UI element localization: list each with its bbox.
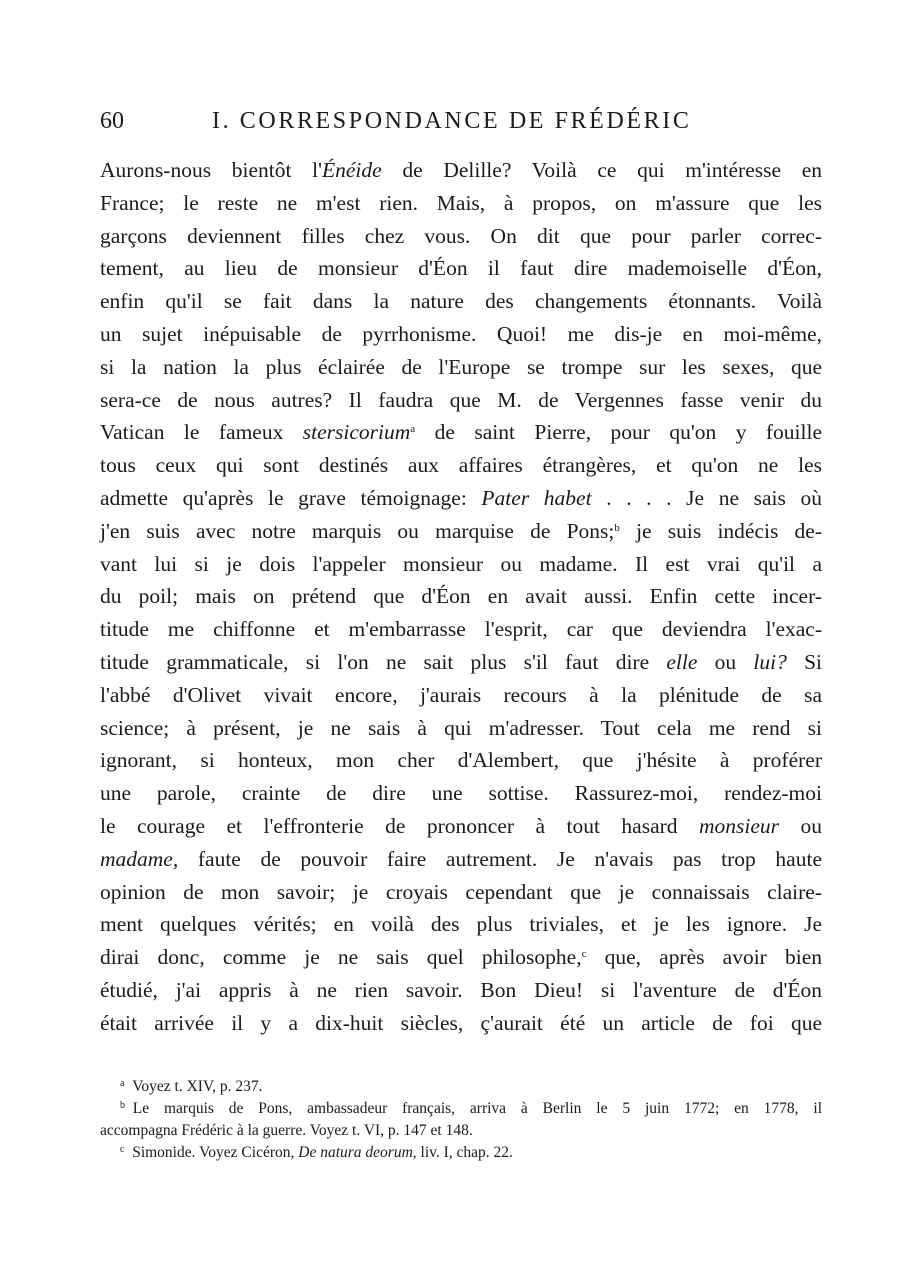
- text-run: ignorant, si honteux, mon cher d'Alembert, que j'hésite à proférer: [100, 748, 822, 773]
- footnote-line: [100, 1120, 822, 1142]
- text-run: de saint Pierre, pour qu'on y fouille: [415, 420, 823, 445]
- text-run: ou: [779, 813, 822, 838]
- text-line: [100, 515, 822, 548]
- text-run: enfin qu'il se fait dans la nature des changements étonnants. Voilà: [100, 289, 822, 314]
- text-line: [100, 941, 822, 974]
- text-run: de Delille? Voilà ce qui m'intéresse en: [381, 158, 822, 182]
- text-run: j'en suis avec notre marquis ou marquise de Pons;: [100, 518, 615, 543]
- text-line: [100, 1007, 822, 1040]
- text-run: titude me chiffonne et m'embarrasse l'esprit, car que deviendra l'exac-: [100, 617, 822, 642]
- text-run: vant lui si je dois l'appeler monsieur ou madame. Il est vrai qu'il a: [100, 551, 822, 576]
- letter-body-text: [100, 154, 822, 1040]
- text-run: France; le reste ne m'est rien. Mais, à propos, on m'assure que les: [100, 190, 822, 215]
- text-run: sera-ce de nous autres? Il faudra que M. de Vergennes fasse venir du: [100, 387, 822, 412]
- footnote-reference: c: [581, 948, 587, 961]
- text-line: [100, 876, 822, 909]
- text-line: [100, 580, 822, 613]
- text-run: , liv. I, chap. 22.: [412, 1144, 513, 1161]
- text-line: [100, 351, 822, 384]
- text-line: [100, 220, 822, 253]
- text-line: [100, 679, 822, 712]
- text-line: [100, 416, 822, 449]
- text-run: du poil; mais on prétend que d'Éon en avait aussi. Enfin cette incer-: [100, 584, 822, 609]
- italic-text: De natura deorum: [298, 1144, 413, 1161]
- text-line: [100, 285, 822, 318]
- footnote-mark: b: [120, 1100, 125, 1111]
- text-run: Simonide. Voyez Cicéron,: [132, 1144, 299, 1161]
- text-run: Vatican le fameux: [100, 420, 303, 445]
- text-run: l'abbé d'Olivet vivait encore, j'aurais recours à la plénitude de sa: [100, 682, 822, 707]
- text-run: ment quelques vérités; en voilà des plus triviales, et je les ignore. Je: [100, 912, 822, 937]
- text-run: dirai donc, comme je ne sais quel philosophe,: [100, 945, 582, 970]
- text-line: [100, 449, 822, 482]
- text-line: [100, 548, 822, 581]
- running-header: [100, 108, 820, 142]
- text-line: [100, 810, 822, 843]
- text-line: [100, 613, 822, 646]
- text-line: [100, 318, 822, 351]
- text-run: si la nation la plus éclairée de l'Europe se trompe sur les sexes, que: [100, 354, 822, 379]
- text-line: [100, 482, 822, 515]
- italic-text: lui?: [753, 649, 787, 674]
- text-line: [100, 384, 822, 417]
- footnote-line: [100, 1076, 822, 1098]
- text-line: [100, 777, 822, 810]
- text-run: un sujet inépuisable de pyrrhonisme. Quoi! me dis-je en moi-même,: [100, 321, 822, 346]
- text-run: garçons deviennent filles chez vous. On dit que pour parler correc-: [100, 223, 822, 248]
- text-run: accompagna Frédéric à la guerre. Voyez t. VI, p. 147 et 148.: [100, 1122, 473, 1139]
- text-run: science; à présent, je ne sais à qui m'adresser. Tout cela me rend si: [100, 715, 822, 740]
- text-run: Le marquis de Pons, ambassadeur français, arriva à Berlin le 5 juin 1772; en 1778, il: [132, 1100, 822, 1117]
- footnote-line: [100, 1142, 822, 1164]
- text-line: [100, 712, 822, 745]
- text-run: Aurons-nous bientôt l': [100, 158, 322, 182]
- text-run: tement, au lieu de monsieur d'Éon il faut dire mademoiselle d'Éon,: [100, 256, 822, 281]
- text-line: [100, 252, 822, 285]
- text-run: opinion de mon savoir; je croyais cependant que je connaissais claire-: [100, 879, 822, 904]
- text-line: [100, 646, 822, 679]
- text-line: [100, 154, 822, 187]
- text-run: le courage et l'effronterie de prononcer à tout hasard: [100, 813, 699, 838]
- footnote-line: [100, 1098, 822, 1120]
- text-run: Voyez t. XIV, p. 237.: [132, 1078, 263, 1095]
- text-run: une parole, crainte de dire une sottise. Rassurez-moi, rendez-moi: [100, 781, 822, 806]
- text-run: titude grammaticale, si l'on ne sait plus s'il faut dire: [100, 649, 667, 674]
- footnote-reference: a: [410, 423, 416, 436]
- text-line: [100, 908, 822, 941]
- text-line: [100, 843, 822, 876]
- italic-text: Pater habet: [481, 485, 592, 510]
- italic-text: madame,: [100, 846, 179, 871]
- text-line: [100, 744, 822, 777]
- text-run: était arrivée il y a dix-huit siècles, ç'aurait été un article de foi que: [100, 1010, 822, 1035]
- text-run: . . . . Je ne sais où: [591, 485, 822, 510]
- footnote-reference: b: [614, 521, 620, 534]
- page-number: 60: [100, 108, 124, 134]
- text-run: je suis indécis de-: [619, 518, 822, 543]
- italic-text: elle: [666, 649, 698, 674]
- footnote-mark: c: [120, 1144, 125, 1155]
- text-run: ou: [697, 649, 754, 674]
- text-run: admette qu'après le grave témoignage:: [100, 485, 482, 510]
- text-run: tous ceux qui sont destinés aux affaires étrangères, et qu'on ne les: [100, 453, 822, 478]
- text-line: [100, 974, 822, 1007]
- text-run: que, après avoir bien: [586, 945, 822, 970]
- italic-text: stersicorium: [302, 420, 411, 445]
- text-run: étudié, j'ai appris à ne rien savoir. Bon Dieu! si l'aventure de d'Éon: [100, 977, 822, 1002]
- footnote-mark: a: [120, 1078, 125, 1089]
- italic-text: Énéide: [321, 158, 382, 182]
- footnotes: [100, 1076, 822, 1164]
- text-line: [100, 187, 822, 220]
- text-run: Si: [786, 649, 823, 674]
- italic-text: monsieur: [699, 813, 780, 838]
- text-run: faute de pouvoir faire autrement. Je n'avais pas trop haute: [178, 846, 822, 871]
- running-title: I. CORRESPONDANCE DE FRÉDÉRIC: [212, 108, 692, 134]
